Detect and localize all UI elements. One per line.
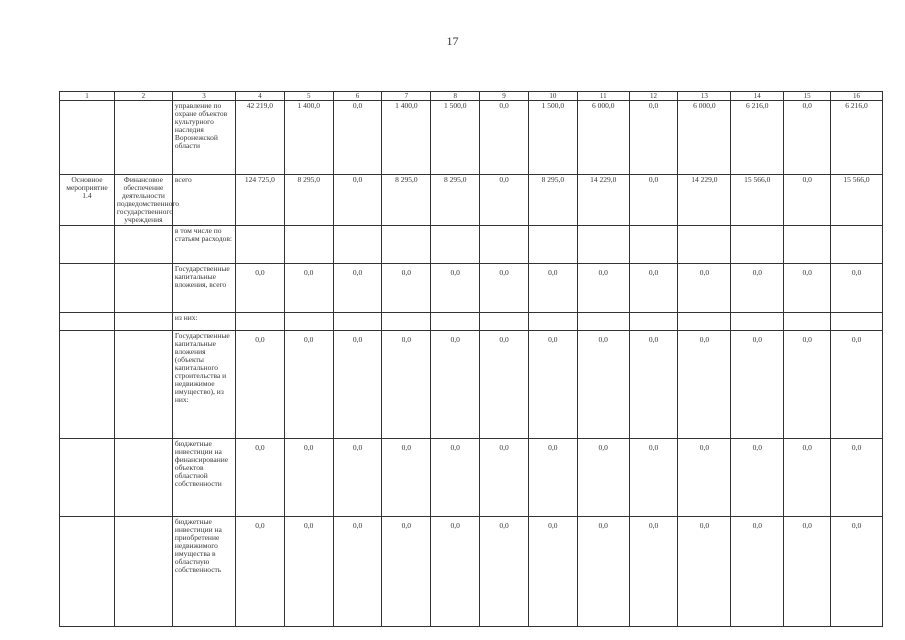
value-cell: 0,0: [480, 175, 529, 226]
value-cell: 0,0: [284, 439, 333, 517]
expense-item-cell: бюджетные инвестиции на приобретение недвижимого имущества в областную собственность: [172, 517, 235, 627]
column-header-2: 2: [114, 92, 172, 101]
value-cell: 8 295,0: [431, 175, 480, 226]
value-cell: [629, 226, 678, 264]
value-cell: 0,0: [333, 439, 382, 517]
table-row: [60, 101, 883, 175]
table-row: [60, 175, 883, 226]
value-cell: [831, 226, 883, 264]
measure-cell: [60, 264, 115, 313]
value-cell: [577, 313, 629, 331]
value-cell: 0,0: [784, 175, 831, 226]
value-cell: 0,0: [831, 331, 883, 439]
column-header-10: 10: [528, 92, 577, 101]
value-cell: 0,0: [731, 439, 784, 517]
value-cell: 0,0: [577, 331, 629, 439]
table-row: [60, 517, 883, 627]
measure-cell: [60, 226, 115, 264]
column-header-8: 8: [431, 92, 480, 101]
measure-cell: [60, 101, 115, 175]
value-cell: 0,0: [678, 264, 731, 313]
description-cell: [114, 517, 172, 627]
value-cell: 0,0: [577, 439, 629, 517]
value-cell: 0,0: [831, 517, 883, 627]
column-header-3: 3: [172, 92, 235, 101]
column-header-11: 11: [577, 92, 629, 101]
value-cell: [431, 226, 480, 264]
value-cell: 0,0: [528, 331, 577, 439]
measure-cell: Основное мероприятие 1.4: [60, 175, 115, 226]
value-cell: [480, 226, 529, 264]
value-cell: [629, 313, 678, 331]
value-cell: [235, 226, 284, 264]
value-cell: 0,0: [333, 175, 382, 226]
value-cell: 1 400,0: [382, 101, 431, 175]
value-cell: [577, 226, 629, 264]
value-cell: 6 216,0: [731, 101, 784, 175]
description-cell: [114, 226, 172, 264]
value-cell: 0,0: [831, 264, 883, 313]
value-cell: 1 500,0: [528, 101, 577, 175]
value-cell: 0,0: [284, 264, 333, 313]
value-cell: 0,0: [629, 101, 678, 175]
value-cell: 0,0: [629, 264, 678, 313]
value-cell: 0,0: [629, 175, 678, 226]
value-cell: [528, 313, 577, 331]
column-header-4: 4: [235, 92, 284, 101]
value-cell: 15 566,0: [731, 175, 784, 226]
measure-cell: [60, 331, 115, 439]
value-cell: 1 500,0: [431, 101, 480, 175]
value-cell: [284, 313, 333, 331]
value-cell: [784, 313, 831, 331]
value-cell: 0,0: [235, 331, 284, 439]
table-row: [60, 264, 883, 313]
column-header-15: 15: [784, 92, 831, 101]
column-header-12: 12: [629, 92, 678, 101]
expense-item-cell: из них:: [172, 313, 235, 331]
value-cell: 0,0: [333, 517, 382, 627]
value-cell: 0,0: [629, 331, 678, 439]
value-cell: 0,0: [382, 439, 431, 517]
value-cell: [831, 313, 883, 331]
column-header-1: 1: [60, 92, 115, 101]
measure-cell: [60, 517, 115, 627]
value-cell: 0,0: [382, 331, 431, 439]
value-cell: 0,0: [629, 517, 678, 627]
value-cell: [333, 226, 382, 264]
column-header-14: 14: [731, 92, 784, 101]
expense-item-cell: в том числе по статьям расходов:: [172, 226, 235, 264]
value-cell: 0,0: [784, 101, 831, 175]
value-cell: 0,0: [431, 264, 480, 313]
value-cell: 8 295,0: [528, 175, 577, 226]
value-cell: [284, 226, 333, 264]
value-cell: 0,0: [731, 517, 784, 627]
value-cell: 0,0: [528, 517, 577, 627]
description-cell: [114, 264, 172, 313]
value-cell: 0,0: [480, 517, 529, 627]
value-cell: 8 295,0: [382, 175, 431, 226]
value-cell: 0,0: [480, 264, 529, 313]
value-cell: [431, 313, 480, 331]
value-cell: 0,0: [235, 439, 284, 517]
value-cell: 14 229,0: [678, 175, 731, 226]
value-cell: 0,0: [831, 439, 883, 517]
value-cell: 0,0: [431, 331, 480, 439]
value-cell: 124 725,0: [235, 175, 284, 226]
value-cell: 0,0: [235, 264, 284, 313]
value-cell: [678, 313, 731, 331]
value-cell: 0,0: [731, 264, 784, 313]
value-cell: 6 000,0: [577, 101, 629, 175]
value-cell: 0,0: [333, 101, 382, 175]
value-cell: [731, 226, 784, 264]
description-cell: [114, 101, 172, 175]
value-cell: 0,0: [235, 517, 284, 627]
expense-item-cell: управление по охране объектов культурного наследия Воронежской области: [172, 101, 235, 175]
expense-item-cell: всего: [172, 175, 235, 226]
table-row: [60, 439, 883, 517]
value-cell: 0,0: [678, 517, 731, 627]
column-header-5: 5: [284, 92, 333, 101]
value-cell: 14 229,0: [577, 175, 629, 226]
value-cell: 0,0: [629, 439, 678, 517]
description-cell: [114, 331, 172, 439]
column-header-9: 9: [480, 92, 529, 101]
column-header-7: 7: [382, 92, 431, 101]
expense-item-cell: бюджетные инвестиции на финансирование объектов областной собственности: [172, 439, 235, 517]
value-cell: 0,0: [333, 264, 382, 313]
table-row: [60, 331, 883, 439]
value-cell: 0,0: [528, 264, 577, 313]
value-cell: [382, 313, 431, 331]
description-cell: [114, 439, 172, 517]
expense-item-cell: Государственные капитальные вложения (объекты капитального строительства и недвижимое имущество), из них:: [172, 331, 235, 439]
table-header-row: [60, 92, 883, 101]
value-cell: 0,0: [431, 439, 480, 517]
column-header-6: 6: [333, 92, 382, 101]
table-row: [60, 313, 883, 331]
value-cell: [382, 226, 431, 264]
measure-cell: [60, 439, 115, 517]
value-cell: [235, 313, 284, 331]
value-cell: 0,0: [480, 439, 529, 517]
value-cell: [333, 313, 382, 331]
value-cell: [480, 313, 529, 331]
value-cell: 42 219,0: [235, 101, 284, 175]
column-header-16: 16: [831, 92, 883, 101]
page-number: 17: [446, 34, 459, 48]
value-cell: 0,0: [431, 517, 480, 627]
value-cell: [678, 226, 731, 264]
value-cell: 0,0: [480, 101, 529, 175]
value-cell: 0,0: [382, 517, 431, 627]
value-cell: 0,0: [784, 439, 831, 517]
value-cell: [731, 313, 784, 331]
column-header-13: 13: [678, 92, 731, 101]
budget-table: [59, 91, 883, 627]
value-cell: 1 400,0: [284, 101, 333, 175]
value-cell: 0,0: [284, 517, 333, 627]
value-cell: 8 295,0: [284, 175, 333, 226]
value-cell: 0,0: [784, 264, 831, 313]
value-cell: 15 566,0: [831, 175, 883, 226]
description-cell: Финансовое обеспечение деятельности подведомственного государственного учреждения: [114, 175, 172, 226]
value-cell: 0,0: [784, 331, 831, 439]
value-cell: [528, 226, 577, 264]
expense-item-cell: Государственные капитальные вложения, всего: [172, 264, 235, 313]
value-cell: 6 000,0: [678, 101, 731, 175]
value-cell: 0,0: [333, 331, 382, 439]
value-cell: 0,0: [678, 331, 731, 439]
value-cell: 0,0: [382, 264, 431, 313]
value-cell: 0,0: [731, 331, 784, 439]
description-cell: [114, 313, 172, 331]
table-row: [60, 226, 883, 264]
value-cell: 0,0: [577, 264, 629, 313]
value-cell: 6 216,0: [831, 101, 883, 175]
value-cell: [784, 226, 831, 264]
value-cell: 0,0: [678, 439, 731, 517]
value-cell: 0,0: [284, 331, 333, 439]
value-cell: 0,0: [784, 517, 831, 627]
value-cell: 0,0: [528, 439, 577, 517]
value-cell: 0,0: [577, 517, 629, 627]
measure-cell: [60, 313, 115, 331]
value-cell: 0,0: [480, 331, 529, 439]
